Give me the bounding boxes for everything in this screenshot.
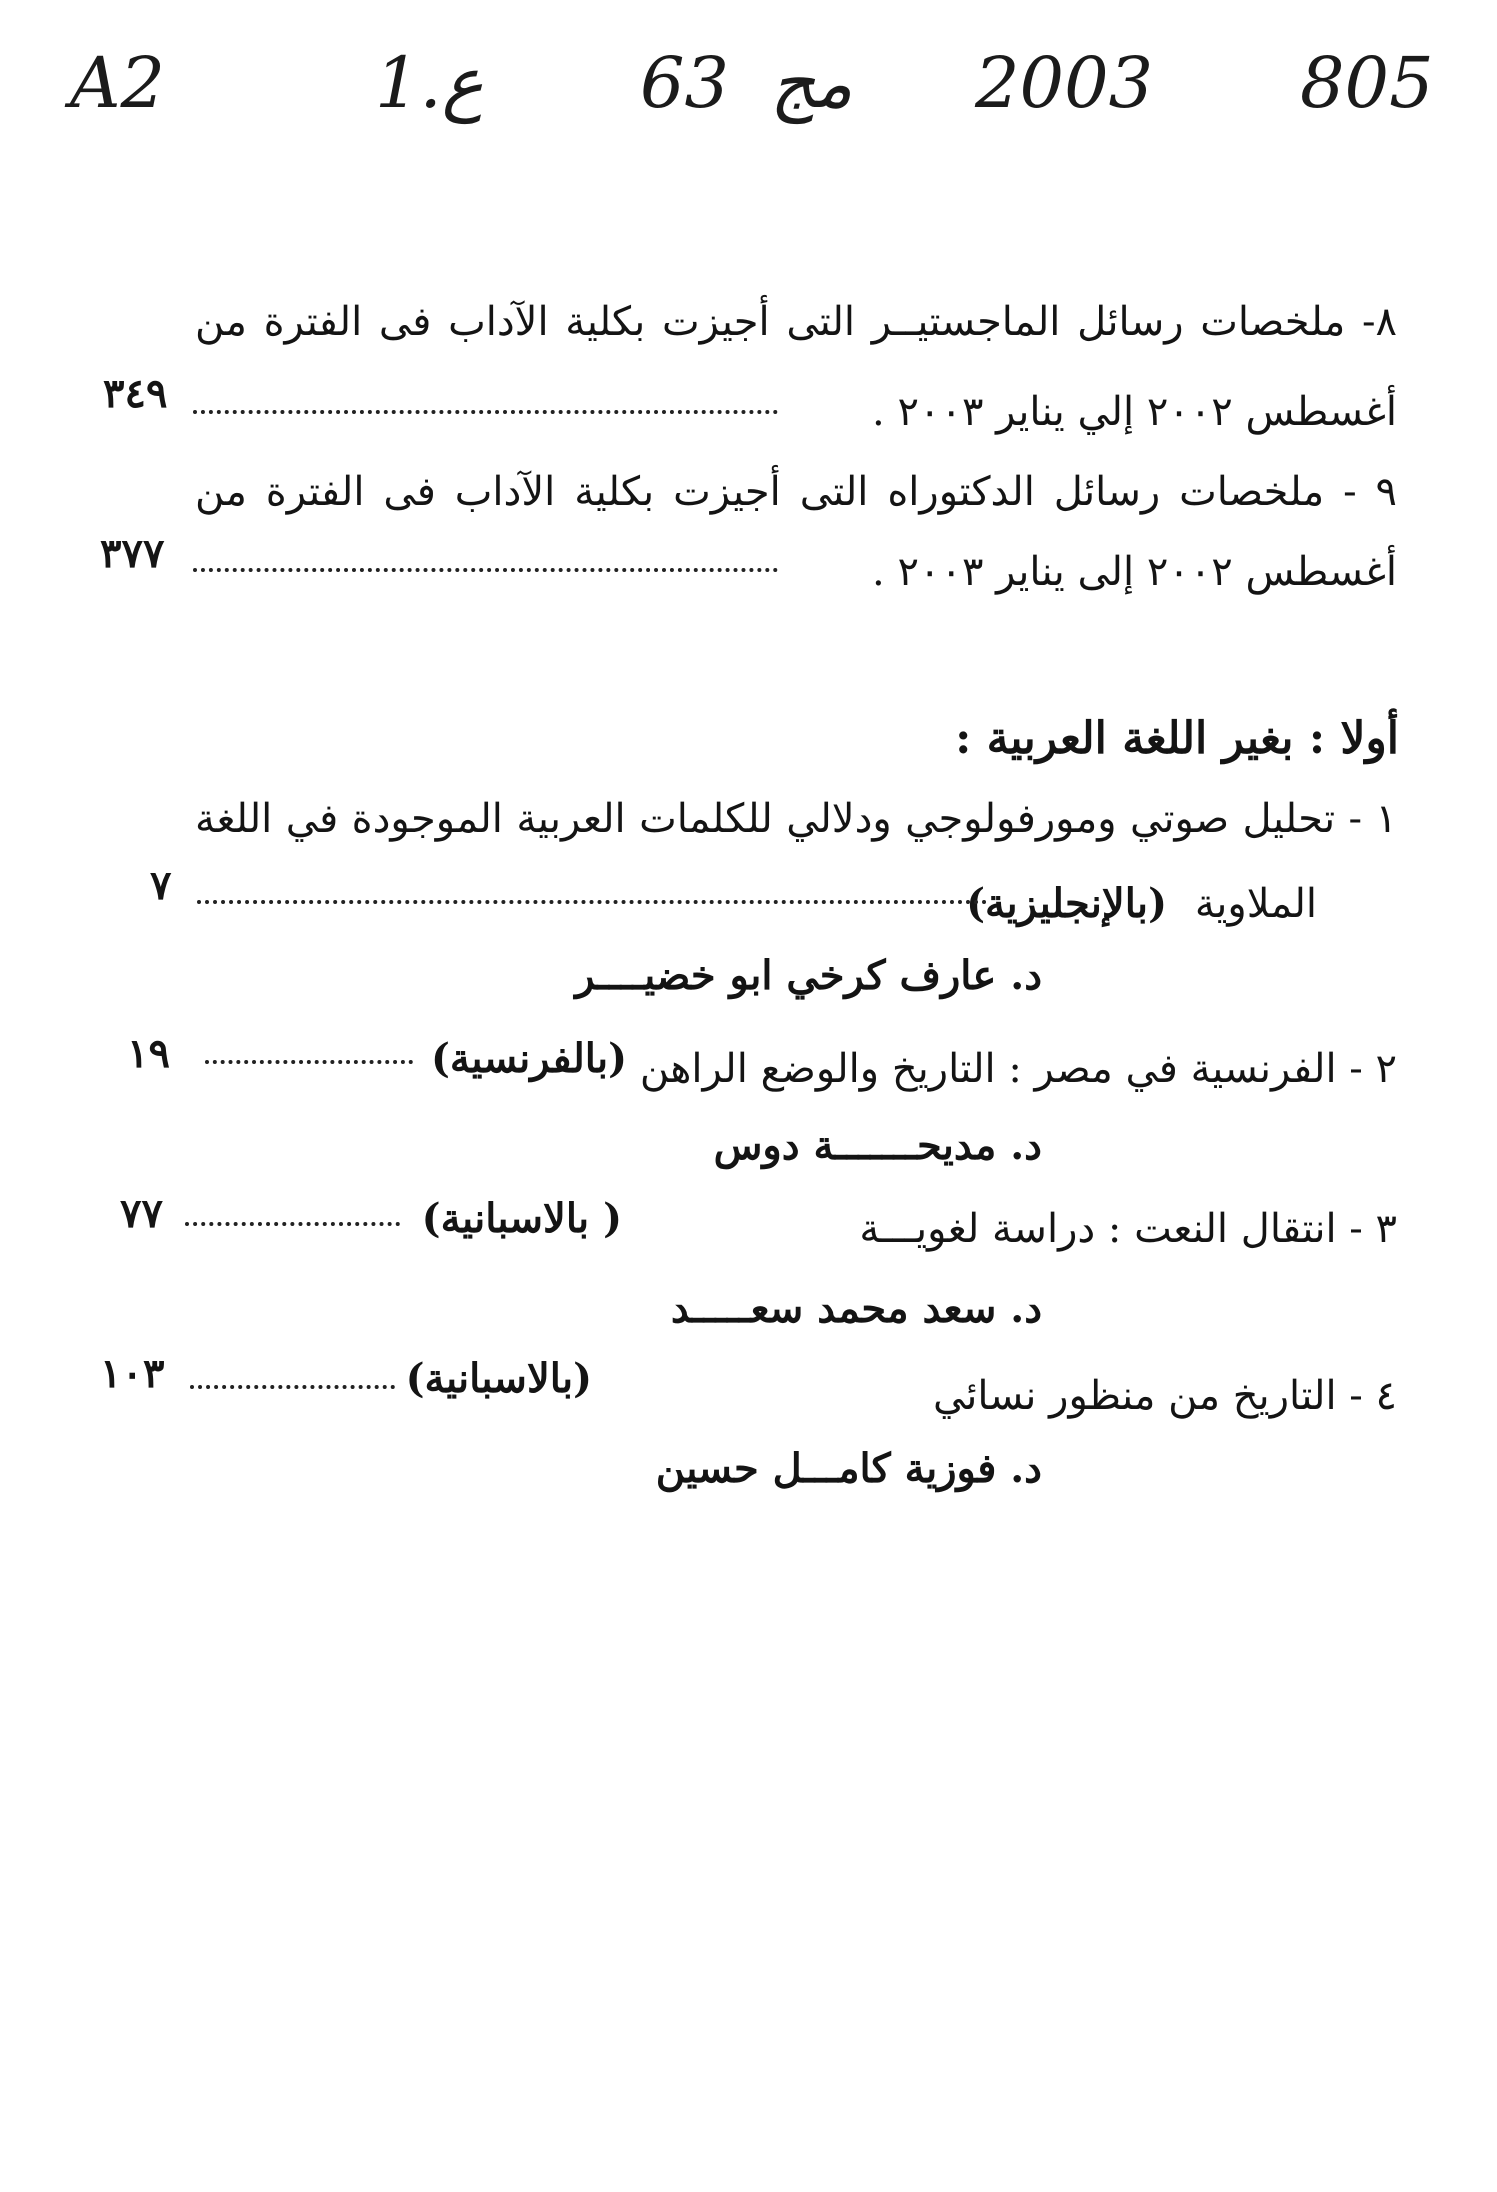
language-tag: (بالفرنسية) — [431, 1035, 627, 1082]
page-number: ٣٤٩ — [103, 370, 168, 417]
page-number: ٣٧٧ — [100, 530, 165, 577]
leader-dots — [193, 568, 778, 572]
author-name: د. مديحـــــــة دوس — [713, 1122, 1042, 1169]
entry-3-line1: ٣ - انتقال النعت : دراسة لغويـــة — [859, 1206, 1397, 1252]
entry-8-line2: أغسطس ٢٠٠٢ إلي يناير ٢٠٠٣ . — [872, 389, 1397, 435]
page-number: ١٩ — [127, 1030, 170, 1077]
leader-dots — [185, 1222, 400, 1226]
handwritten-ref: 1.ع — [375, 42, 484, 124]
leader-dots — [205, 1060, 413, 1064]
page-number: ١٠٣ — [100, 1350, 165, 1397]
handwritten-code: 805 — [1300, 42, 1434, 124]
page-number: ٧٧ — [120, 1190, 163, 1237]
language-tag: (بالإنجليزية) — [966, 880, 1167, 927]
entry-2-line1: ٢ - الفرنسية في مصر : التاريخ والوضع الراهن — [639, 1046, 1397, 1092]
language-tag: ( بالاسبانية) — [421, 1195, 622, 1242]
entry-1-line2: الملاوية — [1194, 881, 1317, 927]
section-heading: أولا : بغير اللغة العربية : — [955, 713, 1399, 764]
handwritten-a2: A2 — [70, 42, 166, 124]
entry-1-line1: ١ - تحليل صوتي ومورفولوجي ودلالي للكلمات العربية الموجودة في اللغة — [195, 796, 1397, 842]
entry-9-line1: ٩ - ملخصات رسائل الدكتوراه التى أجيزت بكلية الآداب فى الفترة من — [195, 469, 1397, 515]
entry-9-line2: أغسطس ٢٠٠٢ إلى يناير ٢٠٠٣ . — [872, 549, 1397, 595]
author-name: د. فوزية كامـــل حسين — [655, 1445, 1042, 1492]
leader-dots — [190, 1385, 395, 1389]
handwritten-num: 63 — [640, 42, 730, 124]
handwritten-year: 2003 — [975, 42, 1154, 124]
entry-8-line1: ٨- ملخصات رسائل الماجستيــر التى أجيزت بكلية الآداب فى الفترة من — [195, 299, 1397, 345]
entry-4-line1: ٤ - التاريخ من منظور نسائي — [932, 1373, 1397, 1419]
leader-dots — [193, 410, 778, 414]
author-name: د. سعد محمد سعـــــد — [670, 1285, 1042, 1332]
page-number: ٧ — [150, 862, 172, 909]
author-name: د. عارف كرخي ابو خضيــــر — [575, 952, 1042, 999]
leader-dots — [197, 900, 987, 904]
handwritten-mj: مج — [770, 42, 853, 124]
language-tag: (بالاسبانية) — [405, 1355, 592, 1402]
